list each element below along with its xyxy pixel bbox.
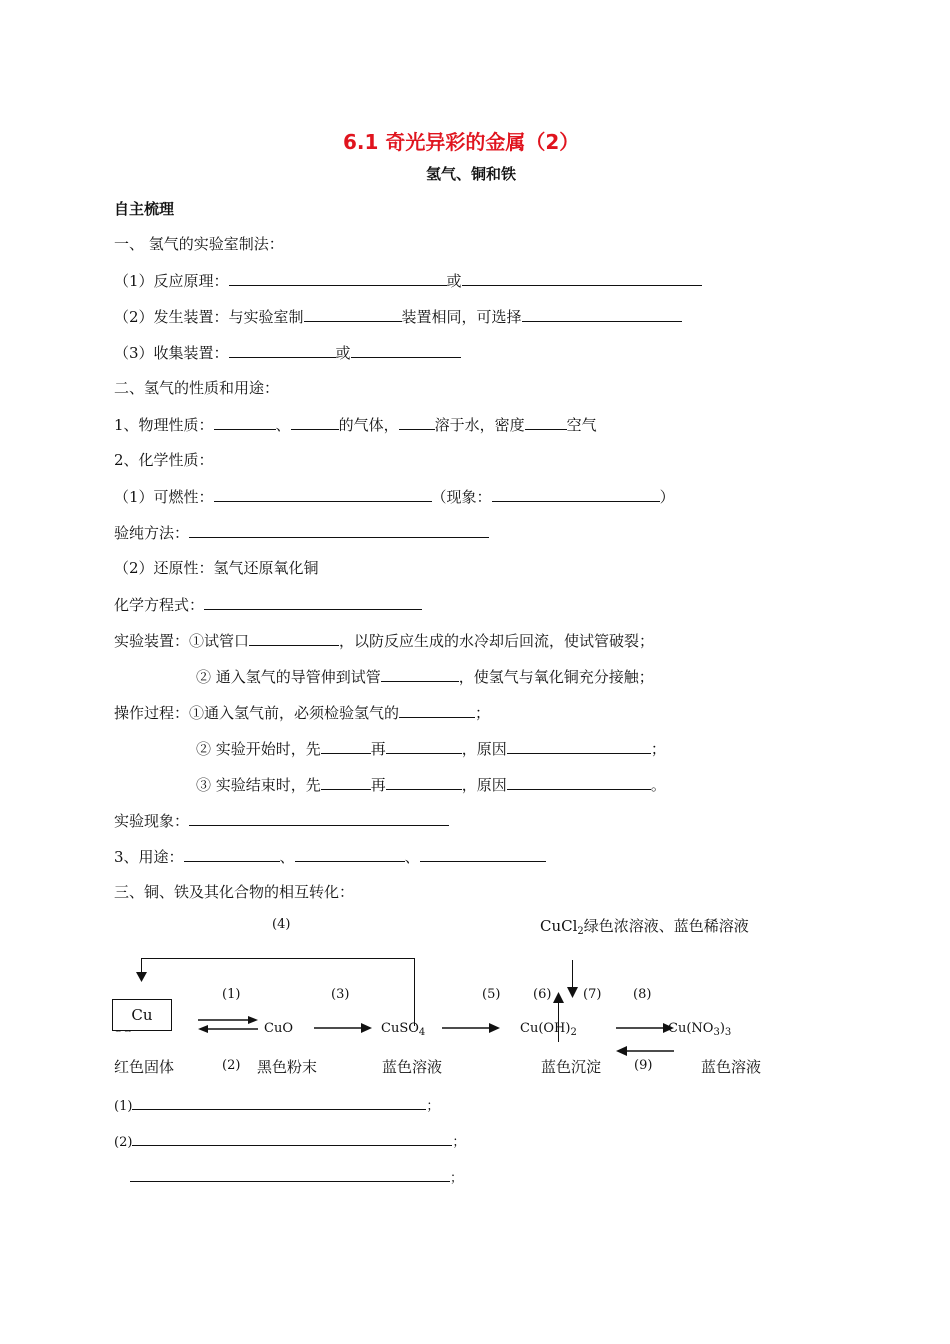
setup-line-2 xyxy=(196,666,654,687)
phenomenon-close: ） xyxy=(659,488,675,506)
step-label: (9) xyxy=(634,1058,653,1073)
cuoh2-description: 蓝色沉淀 xyxy=(541,1058,602,1076)
purity-label: 验纯方法： xyxy=(114,524,190,542)
gas-text: 的气体， xyxy=(338,416,399,434)
subscript: 2 xyxy=(570,1027,577,1038)
semicolon: ； xyxy=(452,1135,466,1150)
step-label: (8) xyxy=(633,987,652,1002)
step-label: (6) xyxy=(533,987,552,1002)
setup-label: 实验装置：①试管口 xyxy=(114,632,250,650)
combust-label: （1）可燃性： xyxy=(114,488,214,506)
physical-label: 1、物理性质： xyxy=(114,416,214,434)
air-text: 空气 xyxy=(566,416,597,434)
ops-line-3 xyxy=(196,774,666,795)
ops-blank-2a[interactable] xyxy=(321,738,371,754)
collect-line xyxy=(114,342,461,363)
period: 。 xyxy=(650,776,666,794)
cuo-description: 黑色粉末 xyxy=(257,1058,318,1076)
semicolon: ； xyxy=(426,1099,440,1114)
apparatus-mid: 装置相同，可选择 xyxy=(401,308,522,326)
phenomenon-blank[interactable] xyxy=(492,486,660,502)
collect-label: （3）收集装置： xyxy=(114,344,229,362)
phenomena-line xyxy=(114,810,449,831)
answer-line-3 xyxy=(130,1166,463,1186)
answer-label: (2) xyxy=(114,1135,133,1150)
answer-line-2 xyxy=(114,1130,465,1150)
arrowhead-down-icon xyxy=(136,972,147,982)
subscript: 3 xyxy=(713,1027,720,1038)
reason-text: ，原因 xyxy=(461,776,507,794)
uses-blank-1[interactable] xyxy=(184,846,280,862)
ops-blank-3b[interactable] xyxy=(386,774,462,790)
arrowhead-down-icon xyxy=(567,987,578,998)
cuso4-formula xyxy=(381,1021,425,1038)
step-label: (4) xyxy=(272,917,291,932)
formula-text: Cu(NO xyxy=(668,1021,714,1036)
step-label: (3) xyxy=(331,987,350,1002)
equation-label: 化学方程式： xyxy=(114,596,205,614)
cucl2-formula: CuCl xyxy=(540,917,578,935)
subscript: 3 xyxy=(724,1027,732,1038)
cu-description: 红色固体 xyxy=(114,1058,175,1076)
answer-blank-1[interactable] xyxy=(132,1094,426,1110)
semicolon: ； xyxy=(475,704,491,722)
reason-text: ，原因 xyxy=(461,740,507,758)
ops-head-2: ② 实验开始时，先 xyxy=(196,740,321,758)
ops-blank-3a[interactable] xyxy=(321,774,371,790)
page-title: 6.1 奇光异彩的金属（2） xyxy=(343,130,580,154)
chemical-label: 2、化学性质： xyxy=(114,451,214,469)
setup-tail-2: ，使氢气与氧化铜充分接触； xyxy=(458,668,654,686)
principle-label: （1）反应原理： xyxy=(114,272,229,290)
loop-line-vertical-right xyxy=(414,958,415,1026)
apparatus-blank-1[interactable] xyxy=(304,306,402,322)
ops-head-3: ③ 实验结束时，先 xyxy=(196,776,321,794)
ops-blank-2b[interactable] xyxy=(386,738,462,754)
arrow-left-icon xyxy=(616,1046,674,1056)
answer-line-1 xyxy=(114,1094,439,1114)
physical-line xyxy=(114,414,597,435)
purity-blank[interactable] xyxy=(189,522,489,538)
setup-blank-2[interactable] xyxy=(381,666,459,682)
cu-box: Cu xyxy=(112,999,172,1031)
combust-line xyxy=(114,486,675,507)
step-label: (5) xyxy=(482,987,501,1002)
phenomena-blank[interactable] xyxy=(189,810,449,826)
double-arrow-icon xyxy=(198,1016,260,1034)
uses-line xyxy=(114,846,546,867)
answer-label: (1) xyxy=(114,1099,133,1114)
semicolon: ； xyxy=(650,740,666,758)
cuoh2-formula xyxy=(520,1021,577,1038)
cucl2-description: 绿色浓溶液、蓝色稀溶液 xyxy=(583,917,749,935)
ops-line-2 xyxy=(196,738,666,759)
subscript: 2 xyxy=(577,926,584,937)
cucl2-label xyxy=(540,916,749,942)
then-text: 再 xyxy=(370,776,386,794)
principle-blank-2[interactable] xyxy=(462,270,702,286)
phenomena-label: 实验现象： xyxy=(114,812,190,830)
phenomenon-open: （现象： xyxy=(431,488,492,506)
separator: 、 xyxy=(275,416,291,434)
arrow-7-shaft xyxy=(572,960,573,988)
combust-blank[interactable] xyxy=(214,486,432,502)
or-text: 或 xyxy=(446,272,462,290)
loop-line-horizontal xyxy=(141,958,415,959)
setup-head-2: ② 通入氢气的导管伸到试管 xyxy=(196,668,381,686)
section-heading: 自主梳理 xyxy=(114,200,175,218)
uses-blank-2[interactable] xyxy=(295,846,405,862)
part3-heading: 三、铜、铁及其化合物的相互转化： xyxy=(114,883,355,901)
cuno3-formula xyxy=(668,1021,731,1038)
reduce-label: （2）还原性：氢气还原氧化铜 xyxy=(114,559,319,577)
setup-tail-1: ，以防反应生成的水冷却后回流，使试管破裂； xyxy=(339,632,655,650)
equation-blank[interactable] xyxy=(204,594,422,610)
physical-blank-3[interactable] xyxy=(399,414,435,430)
cuo-formula: CuO xyxy=(264,1021,293,1036)
setup-blank-1[interactable] xyxy=(249,630,339,646)
formula-text: ) xyxy=(719,1021,725,1036)
formula-text: CuSO xyxy=(381,1021,419,1036)
apparatus-line xyxy=(114,306,682,327)
separator: 、 xyxy=(279,848,295,866)
or-text: 或 xyxy=(335,344,351,362)
subscript: 4 xyxy=(418,1027,426,1038)
equation-line xyxy=(114,594,422,615)
purity-line xyxy=(114,522,489,543)
then-text: 再 xyxy=(370,740,386,758)
ops-blank-3c[interactable] xyxy=(507,774,651,790)
arrow-right-icon xyxy=(314,1023,372,1033)
arrow-right-icon xyxy=(442,1023,500,1033)
ops-label: 操作过程：①通入氢气前，必须检验氢气的 xyxy=(114,704,400,722)
step-label: (1) xyxy=(222,987,241,1002)
semicolon: ； xyxy=(450,1171,464,1186)
collect-blank-2[interactable] xyxy=(351,342,461,358)
physical-blank-4[interactable] xyxy=(525,414,567,430)
part1-heading: 一、 氢气的实验室制法： xyxy=(114,235,284,253)
ops-blank-1[interactable] xyxy=(399,702,475,718)
formula-text: Cu(OH) xyxy=(520,1021,571,1036)
cuso4-description: 蓝色溶液 xyxy=(382,1058,443,1076)
apparatus-label: （2）发生装置：与实验室制 xyxy=(114,308,304,326)
separator: 、 xyxy=(404,848,420,866)
cuno3-description: 蓝色溶液 xyxy=(701,1058,762,1076)
collect-blank-1[interactable] xyxy=(229,342,336,358)
principle-line xyxy=(114,270,702,291)
physical-blank-2[interactable] xyxy=(291,414,339,430)
step-label: (2) xyxy=(222,1058,241,1073)
answer-blank-2[interactable] xyxy=(132,1130,452,1146)
water-text: 溶于水，密度 xyxy=(434,416,525,434)
physical-blank-1[interactable] xyxy=(214,414,276,430)
principle-blank-1[interactable] xyxy=(229,270,447,286)
uses-label: 3、用途： xyxy=(114,848,184,866)
ops-blank-2c[interactable] xyxy=(507,738,651,754)
part2-heading: 二、氢气的性质和用途： xyxy=(114,379,280,397)
apparatus-blank-2[interactable] xyxy=(522,306,682,322)
uses-blank-3[interactable] xyxy=(420,846,546,862)
step-label: (7) xyxy=(583,987,602,1002)
ops-line-1 xyxy=(114,702,490,723)
setup-line-1 xyxy=(114,630,654,651)
arrow-right-icon xyxy=(616,1023,674,1033)
page-subtitle: 氢气、铜和铁 xyxy=(426,165,517,183)
answer-blank-3[interactable] xyxy=(130,1166,450,1182)
